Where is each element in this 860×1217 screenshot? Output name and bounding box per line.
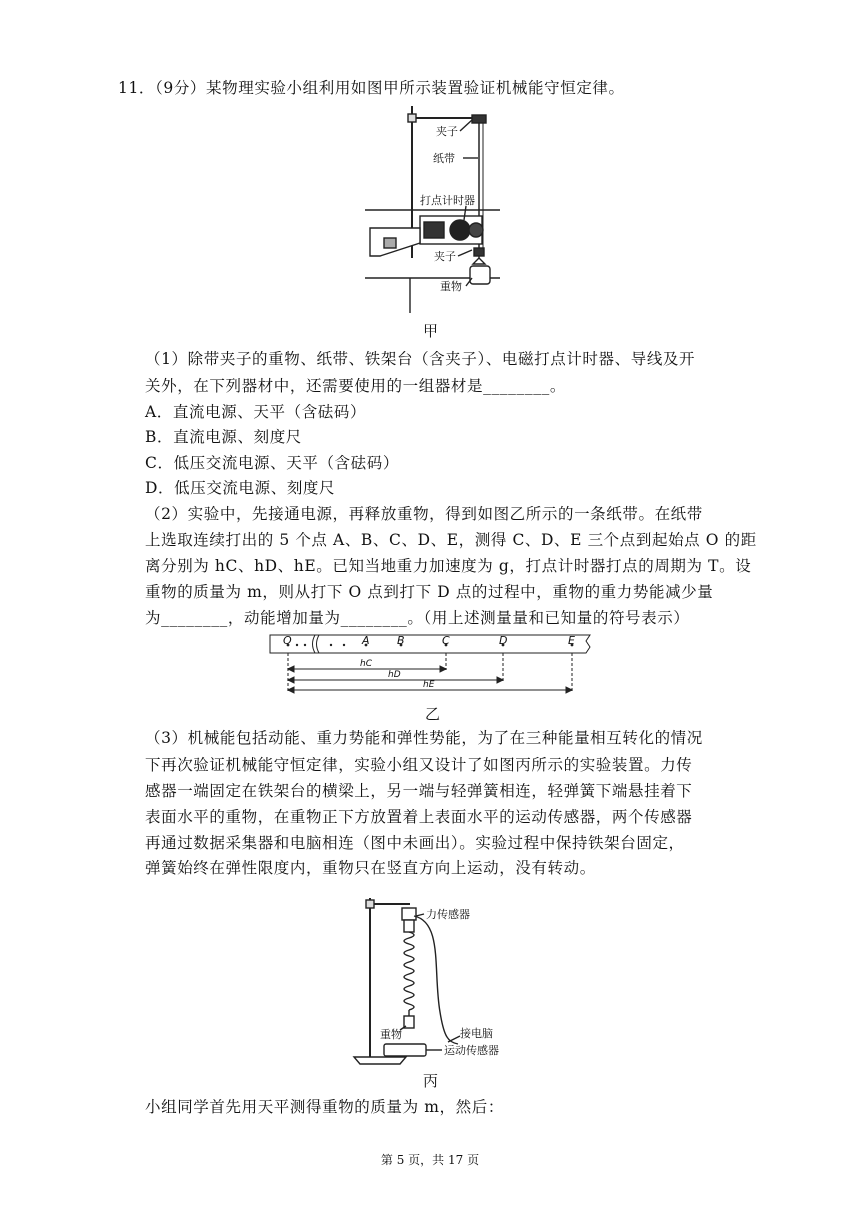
part2-line5: 为________，动能增加量为________。（用上述测量量和已知量的符号表示） bbox=[145, 609, 690, 627]
label-clip-bottom: 夹子 bbox=[434, 250, 456, 263]
point-C: C bbox=[442, 634, 450, 647]
point-B: B bbox=[397, 634, 405, 647]
option-b: B．直流电源、刻度尺 bbox=[145, 428, 302, 446]
option-a: A．直流电源、天平（含砝码） bbox=[145, 403, 367, 421]
point-O: O bbox=[283, 634, 292, 647]
label-hD: hD bbox=[388, 670, 401, 680]
label-hC: hC bbox=[360, 659, 372, 669]
part2-line4: 重物的质量为 m，则从打下 O 点到打下 D 点的过程中，重物的重力势能减少量 bbox=[145, 583, 714, 601]
caption-bing: 丙 bbox=[423, 1072, 439, 1090]
question-header: 11．（9分）某物理实验小组利用如图甲所示装置验证机械能守恒定律。 bbox=[118, 79, 625, 97]
part1-line1: （1）除带夹子的重物、纸带、铁架台（含夹子）、电磁打点计时器、导线及开 bbox=[145, 350, 696, 368]
label-timer: 打点计时器 bbox=[420, 194, 475, 207]
point-A: A bbox=[362, 634, 370, 647]
caption-yi: 乙 bbox=[425, 705, 441, 723]
part3-line4: 表面水平的重物，在重物正下方放置着上表面水平的运动传感器，两个传感器 bbox=[145, 808, 693, 826]
label-force-sensor: 力传感器 bbox=[426, 908, 470, 921]
part3-cont-line1: 小组同学首先用天平测得重物的质量为 m，然后： bbox=[145, 1098, 504, 1116]
point-E: E bbox=[568, 634, 575, 647]
part2-line2: 上选取连续打出的 5 个点 A、B、C、D、E，测得 C、D、E 三个点到起始点 O 的距 bbox=[145, 531, 757, 549]
label-tape: 纸带 bbox=[433, 152, 455, 165]
figure-jia-apparatus bbox=[360, 98, 500, 318]
page-footer: 第 5 页，共 17 页 bbox=[380, 1153, 480, 1167]
part3-line2: 下再次验证机械能守恒定律，实验小组又设计了如图丙所示的实验装置。力传 bbox=[145, 756, 693, 774]
part3-line6: 弹簧始终在弹性限度内，重物只在竖直方向上运动，没有转动。 bbox=[145, 859, 596, 877]
part3-line1: （3）机械能包括动能、重力势能和弹性势能，为了在三种能量相互转化的情况 bbox=[145, 729, 703, 747]
label-computer: 接电脑 bbox=[460, 1027, 493, 1040]
label-motion-sensor: 运动传感器 bbox=[444, 1044, 499, 1057]
part3-line5: 再通过数据采集器和电脑相连（图中未画出）。实验过程中保持铁架台固定， bbox=[145, 834, 685, 852]
label-hE: hE bbox=[423, 680, 435, 690]
part2-line3: 离分别为 hC、hD、hE。已知当地重力加速度为 g，打点计时器打点的周期为 T。设 bbox=[145, 557, 752, 575]
caption-jia: 甲 bbox=[423, 322, 439, 340]
label-weight: 重物 bbox=[440, 280, 462, 293]
option-d: D．低压交流电源、刻度尺 bbox=[145, 479, 336, 497]
figure-bing-apparatus bbox=[348, 892, 508, 1067]
label-clip-top: 夹子 bbox=[436, 125, 458, 138]
label-weight-bing: 重物 bbox=[380, 1028, 402, 1041]
option-c: C．低压交流电源、天平（含砝码） bbox=[145, 454, 399, 472]
part3-line3: 感器一端固定在铁架台的横梁上，另一端与轻弹簧相连，轻弹簧下端悬挂着下 bbox=[145, 782, 693, 800]
part2-line1: （2）实验中，先接通电源，再释放重物，得到如图乙所示的一条纸带。在纸带 bbox=[145, 505, 703, 523]
figure-yi-tape bbox=[268, 634, 598, 696]
part1-line2: 关外，在下列器材中，还需要使用的一组器材是________。 bbox=[145, 377, 567, 395]
point-D: D bbox=[499, 634, 508, 647]
